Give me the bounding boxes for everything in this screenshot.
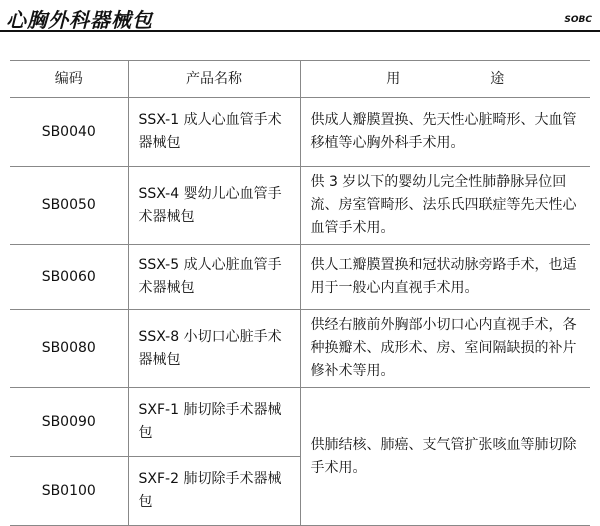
table-row	[10, 167, 590, 245]
page-header	[0, 0, 600, 34]
product-name: SXF-1 肺切除手术器械包	[128, 388, 300, 457]
table-row	[10, 388, 590, 457]
product-table	[10, 60, 590, 526]
product-code: SB0100	[10, 457, 128, 526]
product-code: SB0060	[10, 245, 128, 310]
product-use: 供成人瓣膜置换、先天性心脏畸形、大血管移植等心胸外科手术用。	[300, 98, 590, 167]
table-row	[10, 98, 590, 167]
product-code: SB0090	[10, 388, 128, 457]
product-use: 供经右腋前外胸部小切口心内直视手术，各种换瓣术、成形术、房、室间隔缺损的补片修补术等用。	[300, 310, 590, 388]
column-header-code: 编码	[10, 61, 128, 98]
product-name: SSX-1 成人心血管手术器械包	[128, 98, 300, 167]
table-header-row	[10, 61, 590, 98]
product-name: SSX-4 婴幼儿心血管手术器械包	[128, 167, 300, 245]
product-code: SB0050	[10, 167, 128, 245]
product-use: 供 3 岁以下的婴幼儿完全性肺静脉异位回流、房室管畸形、法乐氏四联症等先天性心血管手术用。	[300, 167, 590, 245]
product-name: SSX-8 小切口心脏手术器械包	[128, 310, 300, 388]
column-header-use	[300, 61, 590, 98]
product-use: 供人工瓣膜置换和冠状动脉旁路手术，也适用于一般心内直视手术用。	[300, 245, 590, 310]
column-header-name: 产品名称	[128, 61, 300, 98]
header-divider	[0, 30, 600, 32]
product-code: SB0040	[10, 98, 128, 167]
table-row	[10, 310, 590, 388]
table-row	[10, 245, 590, 310]
column-header-use-part-1: 用	[386, 70, 401, 87]
page-title: 心胸外科器械包	[6, 8, 153, 32]
column-header-use-part-2: 途	[490, 70, 505, 87]
brand-code: SOBC	[564, 15, 592, 25]
product-use: 供肺结核、肺癌、支气管扩张咳血等肺切除手术用。	[300, 388, 590, 526]
product-code: SB0080	[10, 310, 128, 388]
product-name: SSX-5 成人心脏血管手术器械包	[128, 245, 300, 310]
product-name: SXF-2 肺切除手术器械包	[128, 457, 300, 526]
